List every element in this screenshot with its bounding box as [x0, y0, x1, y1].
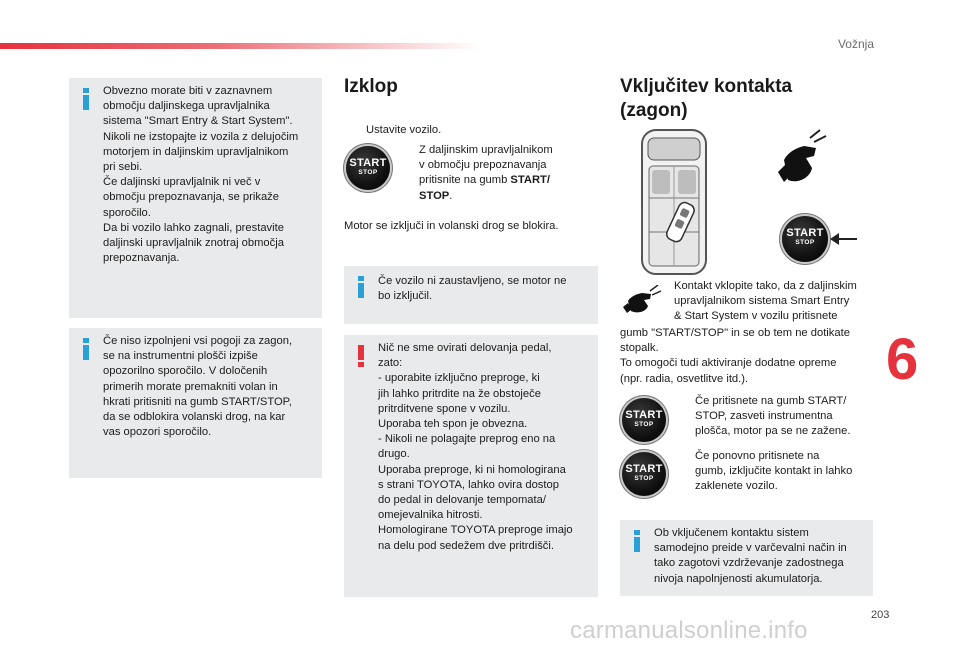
warning-box-pedals: [344, 335, 598, 597]
izklop-step-2-text: Z daljinskim upravljalnikom v območju prepoznavanja pritisnite na gumb: [419, 144, 553, 187]
heading-vkljucitev-l1: Vključitev kontakta: [620, 76, 793, 97]
info-icon: [356, 276, 366, 298]
izklop-result: Motor se izključi in volanski drog se blokira.: [344, 220, 559, 232]
info-battery-text: Ob vključenem kontaktu sistem samodejno preide v varčevalni način in tako zagotovi vzdrževanje zadostnega nivoja napolnjenosti akumulatorja.: [654, 527, 847, 585]
heading-izklop: Izklop: [344, 76, 398, 97]
note-box-conditions: [69, 328, 322, 478]
start-stop-button-icon: [782, 216, 828, 262]
start-stop-button-icon: [622, 452, 666, 496]
note-conditions-text: Če niso izpolnjeni vsi pogoji za zagon, se na instrumentni plošči izpiše opozorilno sporočilo. V določenih primerih morate premakniti volan in hkrati pritisniti na gumb START/STOP, da se odblokira volanski drog, na kar vas opozori sporočilo.: [103, 335, 293, 439]
hand-press-icon: [622, 285, 662, 313]
vkljucitev-step-1: Če pritisnete na gumb START/ STOP, zasveti instrumentna plošča, motor pa se ne zažene.: [695, 395, 851, 438]
vkljucitev-para-full: gumb "START/STOP" in se ob tem ne dotikate stopalk. To omogoči tudi aktiviranje dodatne opreme (npr. radia, osvetlitve itd.).: [620, 327, 850, 385]
watermark: carmanualsonline.info: [570, 617, 808, 644]
section-title: Vožnja: [837, 37, 874, 51]
start-label: START: [625, 409, 663, 421]
note-box-proximity: [69, 78, 322, 318]
car-top-view-icon: [640, 128, 708, 276]
stop-label: STOP: [634, 421, 654, 428]
info-box-not-stopped: [344, 266, 598, 324]
chapter-number: 6: [886, 327, 919, 392]
start-label: START: [349, 157, 387, 169]
izklop-step-1: Ustavite vozilo.: [366, 124, 442, 136]
izklop-step-2-end: .: [449, 189, 453, 202]
stop-label: STOP: [358, 169, 378, 176]
izklop-step-2: [419, 143, 589, 204]
start-stop-button-icon: [622, 398, 666, 442]
info-not-stopped-text: Če vozilo ni zaustavljeno, se motor ne bo izključil.: [378, 275, 567, 303]
start-stop-bold: START/ STOP: [419, 174, 550, 202]
info-icon: [81, 88, 91, 110]
start-label: START: [625, 463, 663, 475]
stop-label: STOP: [795, 239, 815, 246]
header-accent-bar: [0, 43, 480, 49]
info-box-battery: [620, 520, 873, 596]
start-label: START: [786, 227, 824, 239]
start-stop-button-icon: [346, 146, 390, 190]
info-icon: [632, 530, 642, 552]
warning-icon: [356, 345, 366, 367]
arrow-icon: [830, 232, 858, 246]
warning-pedals-text: Nič ne sme ovirati delovanja pedal, zato: - uporabite izključno preproge, ki jih lahko pritrdite na že obstoječe pritrditvene spone v vozilu. Uporaba teh spon je obvezna. - Nikoli ne polagajte preprog eno na drugo. Uporaba preproge, ki ni homologirana s strani TOYOTA, lahko ovira dostop do pedal in delovanje tempomata/ omejevalnika hitrosti. Homologirane TOYOTA preproge imajo na delu pod sedežem dve pritrdišči.: [378, 342, 573, 552]
page-number: 203: [871, 609, 890, 621]
info-icon: [81, 338, 91, 360]
note-proximity-text: Obvezno morate biti v zaznavnem območju daljinskega upravljalnika sistema "Smart Entry & Start System". Nikoli ne izstopajte iz vozila z delujočim motorjem in daljinskim upravljalnikom pri sebi. Če daljinski upravljalnik ni več v območju prepoznavanja, se prikaže sporočilo. Da bi vozilo lahko zagnali, prestavite daljinski upravljalnik znotraj območja prepoznavanja.: [103, 85, 299, 265]
hand-press-icon: [774, 128, 830, 188]
heading-vkljucitev-l2: (zagon): [620, 100, 688, 121]
stop-label: STOP: [634, 475, 654, 482]
vkljucitev-para-indent: Kontakt vklopite tako, da z daljinskim upravljalnikom sistema Smart Entry & Start System v vozilu pritisnete: [674, 280, 857, 323]
vkljucitev-step-2: Če ponovno pritisnete na gumb, izključite kontakt in lahko zaklenete vozilo.: [695, 450, 853, 493]
